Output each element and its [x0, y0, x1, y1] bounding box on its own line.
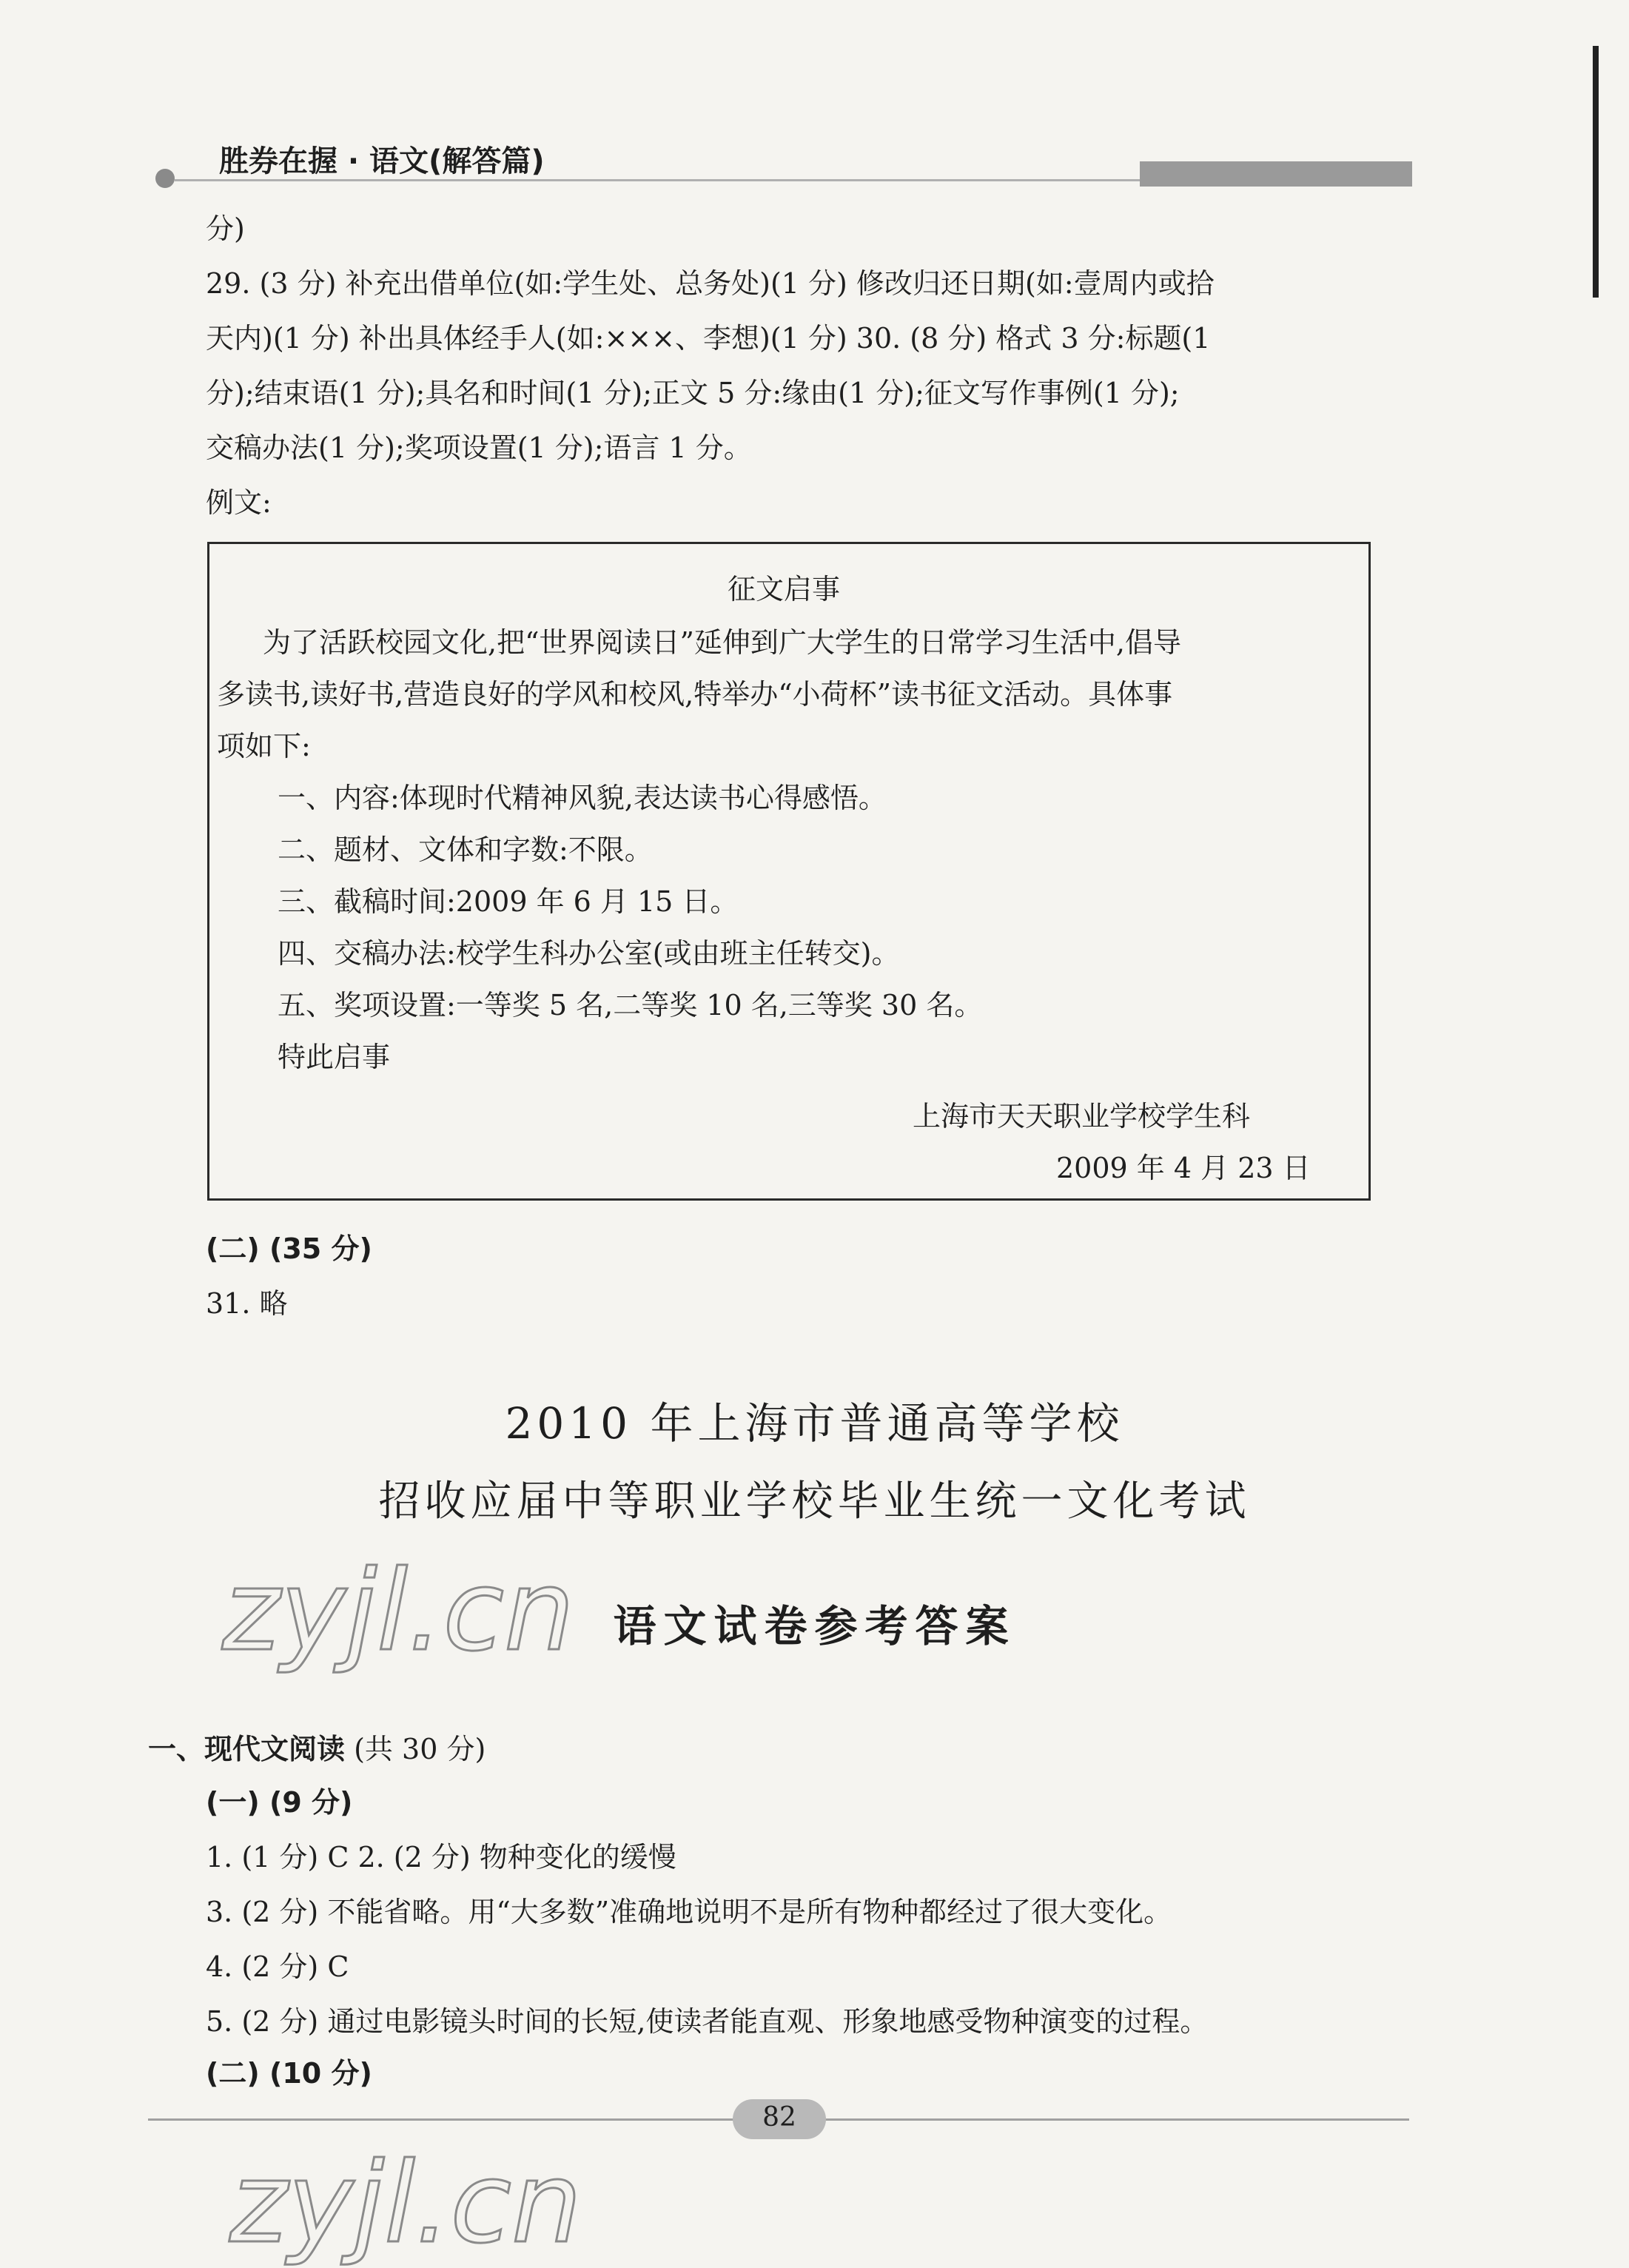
- exam-answer-title: 语文试卷参考答案: [613, 1601, 1016, 1651]
- part-heading: (二) (35 分): [206, 1232, 372, 1265]
- notice-item: 二、题材、文体和字数:不限。: [278, 833, 653, 866]
- text-line: 天内)(1 分) 补出具体经手人(如:×××、李想)(1 分) 30. (8 分) 格式 3 分:标题(1: [206, 322, 1211, 355]
- section-heading-points: (共 30 分): [354, 1733, 486, 1765]
- notice-body-line: 项如下:: [217, 730, 311, 762]
- exam-title-line1: 2010 年上海市普通高等学校: [505, 1398, 1124, 1449]
- notice-item: 五、奖项设置:一等奖 5 名,二等奖 10 名,三等奖 30 名。: [278, 989, 983, 1021]
- notice-signer: 上海市天天职业学校学生科: [913, 1100, 1251, 1133]
- notice-item: 四、交稿办法:校学生科办公室(或由班主任转交)。: [278, 937, 900, 970]
- notice-date: 2009 年 4 月 23 日: [1056, 1152, 1311, 1184]
- footer-rule: [817, 2118, 1409, 2121]
- header-title: 胜券在握 · 语文(解答篇): [219, 144, 545, 178]
- notice-title: 征文启事: [728, 573, 841, 605]
- exam-title-line2: 招收应届中等职业学校毕业生统一文化考试: [378, 1477, 1251, 1526]
- text-line: 例文:: [206, 486, 272, 519]
- section-heading-label: 一、现代文阅读: [148, 1733, 346, 1765]
- notice-body-line: 为了活跃校园文化,把“世界阅读日”延伸到广大学生的日常学习生活中,倡导: [263, 626, 1182, 659]
- part-heading: (二) (10 分): [206, 2057, 372, 2090]
- header-bar: [1140, 161, 1412, 187]
- text-line: 分);结束语(1 分);具名和时间(1 分);正文 5 分:缘由(1 分);征文写作事例(1 分);: [206, 377, 1180, 409]
- footer-rule: [148, 2118, 740, 2121]
- binding-spine: [1593, 46, 1599, 298]
- answer-line: 3. (2 分) 不能省略。用“大多数”准确地说明不是所有物种都经过了很大变化。: [206, 1896, 1172, 1928]
- text-line: 29. (3 分) 补充出借单位(如:学生处、总务处)(1 分) 修改归还日期(如:壹周内或拾: [206, 267, 1215, 300]
- text-line: 31. 略: [206, 1287, 288, 1320]
- header-bullet-icon: [155, 169, 175, 188]
- watermark-logo: zyjl.cn: [229, 2139, 582, 2268]
- page-number: 82: [762, 2102, 796, 2133]
- notice-box: [207, 542, 1371, 1201]
- notice-item: 一、内容:体现时代精神风貌,表达读书心得感悟。: [278, 782, 887, 814]
- answer-line: 5. (2 分) 通过电影镜头时间的长短,使读者能直观、形象地感受物种演变的过程。: [206, 2005, 1209, 2038]
- answer-line: 4. (2 分) C: [206, 1950, 349, 1983]
- text-line: 交稿办法(1 分);奖项设置(1 分);语言 1 分。: [206, 432, 752, 464]
- watermark-logo: zyjl.cn: [222, 1547, 575, 1676]
- answer-line: 1. (1 分) C 2. (2 分) 物种变化的缓慢: [206, 1841, 676, 1873]
- notice-item: 三、截稿时间:2009 年 6 月 15 日。: [278, 885, 739, 918]
- notice-closing: 特此启事: [278, 1041, 391, 1073]
- section-heading: [148, 1726, 486, 1767]
- notice-body-line: 多读书,读好书,营造良好的学风和校风,特举办“小荷杯”读书征文活动。具体事: [217, 678, 1173, 711]
- part-heading: (一) (9 分): [206, 1786, 353, 1819]
- text-line: 分): [206, 212, 245, 245]
